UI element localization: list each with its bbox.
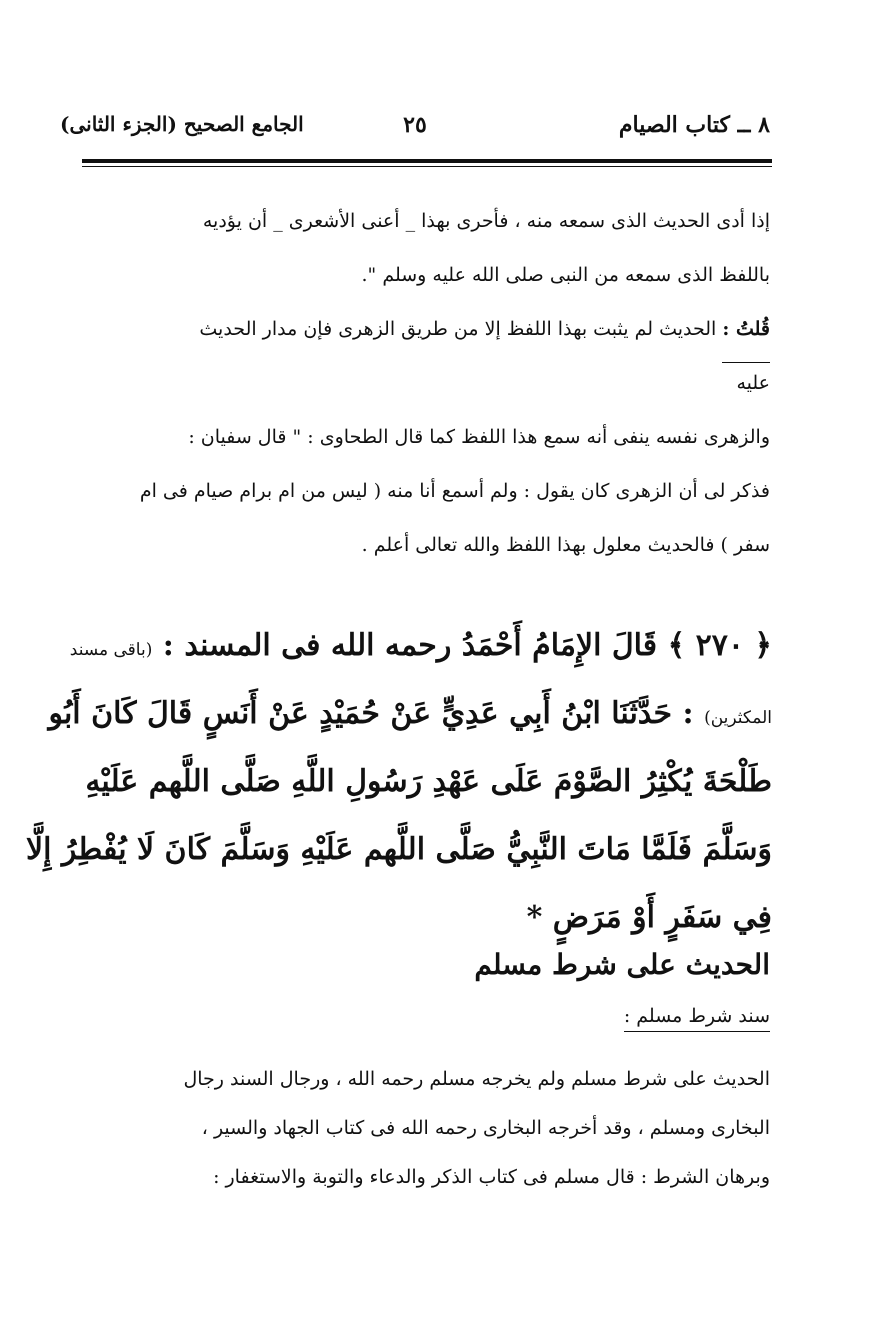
hadith-line: طَلْحَةَ يُكْثِرُ الصَّوْمَ عَلَى عَهْدِ رَسُولِ اللَّهِ صَلَّى اللَّهم عَلَيْهِ [85,764,772,799]
book-title: الجامع الصحيح (الجزء الثانى) [60,112,304,136]
text-line: الحديث على شرط مسلم ولم يخرجه مسلم رحمه الله ، ورجال السند رجال [183,1068,770,1090]
text-line: باللفظ الذى سمعه من النبى صلى الله عليه وسلم ". [361,264,770,286]
commentary-paragraph [60,1055,770,1202]
ruling-heading [410,935,770,995]
hadith-intro: قَالَ الإِمَامُ أَحْمَدُ رحمه الله فى المسند : [162,628,658,663]
page-header [60,112,770,152]
section-heading [520,1005,770,1032]
text-line: وبرهان الشرط : قال مسلم فى كتاب الذكر والدعاء والتوبة والاستغفار : [213,1166,770,1188]
text-line [100,302,770,356]
section-label: سند شرط مسلم : [624,1005,770,1032]
hadith-line: وَسَلَّمَ فَلَمَّا مَاتَ النَّبِيُّ صَلَّى اللَّهم عَلَيْهِ وَسَلَّمَ كَانَ لَا يُفْطِرُ إِلَّا [25,832,772,867]
text-line: والزهرى نفسه ينفى أنه سمع هذا اللفظ كما قال الطحاوى : " قال سفيان : [188,426,770,448]
text-line: البخارى ومسلم ، وقد أخرجه البخارى رحمه الله فى كتاب الجهاد والسير ، [201,1117,770,1139]
chapter-title: ٨ ــ كتاب الصيام [618,112,770,138]
hadith-isnad: : حَدَّثَنَا ابْنُ أَبِي عَدِيٍّ عَنْ حُمَيْدٍ عَنْ أَنَسٍ قَالَ كَانَ أَبُو [48,696,694,731]
source-note: المكثرين) [704,708,772,728]
hadith-line: فِي سَفَرٍ أَوْ مَرَضٍ * [526,900,772,935]
text-line: عليه [736,372,770,394]
qult-label: قُلتُ : [722,302,770,363]
hadith-line [70,612,772,680]
text-line-content: الحديث لم يثبت بهذا اللفظ إلا من طريق الزهرى فإن مدار الحديث [199,318,717,340]
header-rule-thin [82,166,772,167]
hadith-number: ﴿ ٢٧٠ ﴾ [667,628,772,663]
hadith-text [25,612,772,952]
intro-paragraph [100,194,770,572]
text-line: إذا أدى الحديث الذى سمعه منه ، فأحرى بهذا _ أعنى الأشعرى _ أن يؤديه [202,210,770,232]
page-number: ٢٥ [403,112,427,138]
text-line: فذكر لى أن الزهرى كان يقول : ولم أسمع أنا منه ( ليس من ام برام صيام فى ام [139,480,770,502]
text-line: سفر ) فالحديث معلول بهذا اللفظ والله تعالى أعلم . [361,534,770,556]
header-rule-thick [82,159,772,163]
source-note: (باقى مسند [69,640,153,660]
hadith-line [48,680,772,748]
ruling-text: الحديث على شرط مسلم [474,948,770,981]
